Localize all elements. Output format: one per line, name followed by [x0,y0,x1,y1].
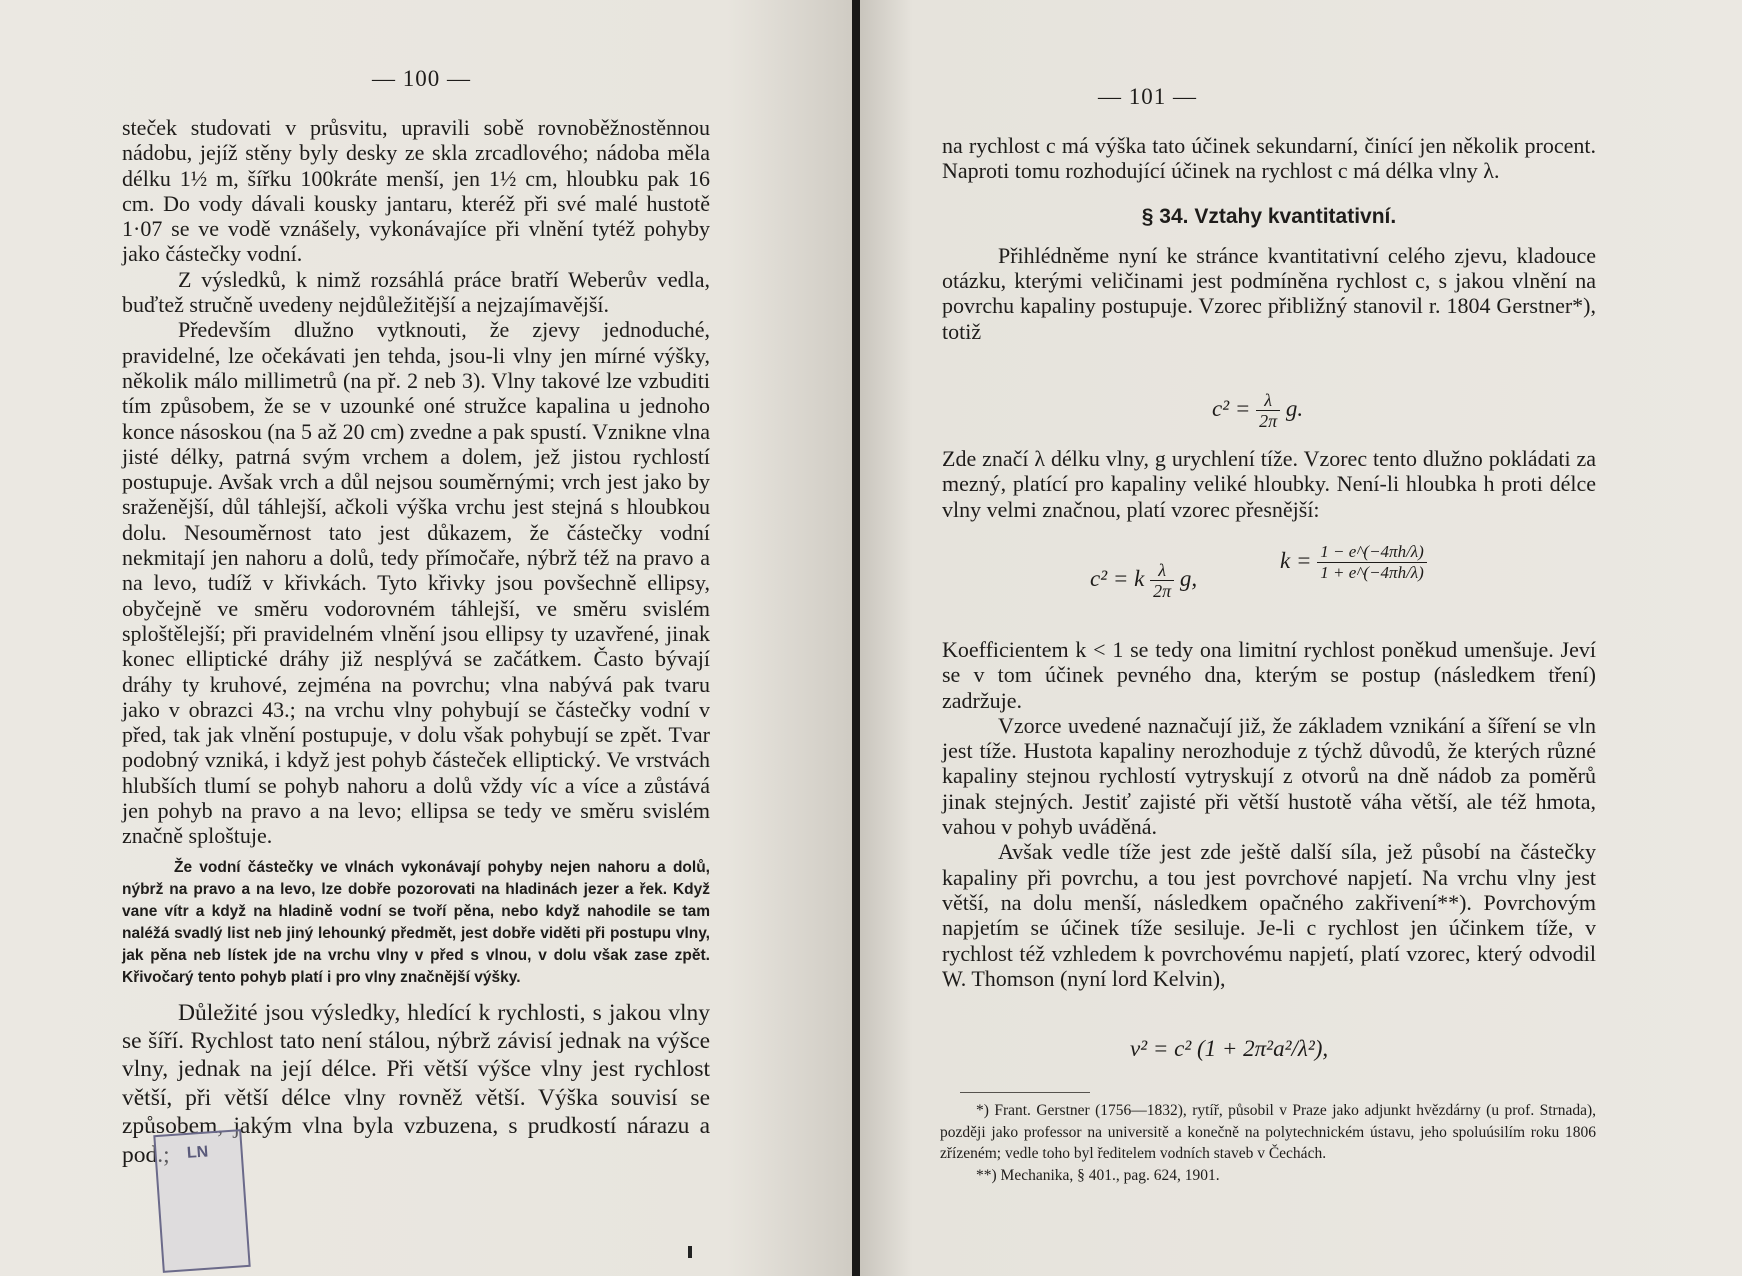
right-body-lower [942,637,1596,991]
paragraph: Avšak vedle tíže jest zde ještě další síla, jež působí na částečky kapaliny při povrchu, a tou jest povrchové napjetí. Na vrchu vlny jest větší, na dolu menší, následkem opačného zakřivení**). Povrchovým napjetím se účinek tíže sesiluje. Je-li c rychlost jen účinkem tíže, v rychlost též vzhledem k povrchovému napjetí, platí vzorec, který odvodil W. Thomson (nyní lord Kelvin), [942,839,1596,991]
left-page [0,0,855,1276]
stamp-text: LN [186,1143,209,1162]
paragraph: Koefficientem k < 1 se tedy ona limitní rychlost poněkud umenšuje. Jeví se v tom účinek pevného dna, kterým se postup (následkem tření) zadržuje. [942,637,1596,713]
left-body [122,115,710,1169]
formula-thomson: v² = c² (1 + 2π²a²/λ²), [1130,1036,1329,1061]
paragraph: Vzorce uvedené naznačují již, že základem vznikání a šíření se vln jest tíže. Hustota kapaliny nerozhoduje z týchž důvodů, že kterých různé kapaliny stejnou rychlostí vytryskují z otvorů na dně nádob za poměrů jinak stejných. Jestiť zajisté při větší hustotě váha větší, ale též hmota, vahou v pohyb uváděná. [942,712,1596,840]
formula-lhs: c² = [1212,395,1251,421]
small-print-note: Že vodní částečky ve vlnách vykonávají pohyby nejen nahoru a dolů, nýbrž na pravo a na levo, lze dobře pozorovati na hladinách jezer a řek. Když vane vítr a když na hladině vodní se tvoří pěna, nebo když nahodile se tam naléžá svadlý list neb jiný lehounký předmět, jest dobře viděti při postupu vlny, jak pěna neb lístek jde na vrchu vlny v před s vlnou, v dolu však zase zpět. Křivočarý tento pohyb platí i pro vlny značnější výšky. [122,858,710,986]
footnote: *) Frant. Gerstner (1756—1832), rytíř, působil v Praze jako adjunkt hvězdárny (u prof. Strnada), později jako professor na universitě a konečně na polytechnickém ústavu, jeho spoluúsilím roku 1806 zřízeném; vedle toho byl ředitelem vodních staveb v Čechách. [940,1102,1596,1162]
library-stamp [153,1129,250,1273]
formula-depth: c² = k $\frac{\lambda}{2\pi}$ g, [1090,560,1198,601]
paragraph: Důležité jsou výsledky, hledící k rychlosti, s jakou vlny se šíří. Rychlost tato není stálou, nýbrž závisí jednak na výšce vlny, jednak na její délce. Při větší výšce vlny jest rychlost větší, při větší délce vlny rovněž větší. Výška souvisí se způsobem, jakým vlna byla vzbuzena, s prudkostí nárazu a pod.; [122,999,710,1168]
formula-gerstner: c² = $\frac{\lambda}{2\pi}$ g. [1212,390,1304,431]
footnote: **) Mechanika, § 401., pag. 624, 1901. [976,1166,1220,1184]
paragraph: Především dlužno vytknouti, že zjevy jednoduché, pravidelné, lze očekávati jen tehda, jsou-li vlny jen mírné výšky, několik málo millimetrů (na př. 2 neb 3). Vlny takové lze vzbuditi tím způsobem, že se v uzounké oné stružce kapalina u jednoho konce násoskou (na 5 až 20 cm) zvedne a pak spustí. Vznikne vlna jisté délky, patrná svým vrchem a dolem, jež jistou rychlostí postupuje. Avšak vrch a důl nejsou souměrnými; vrch jest jako by sraženější, důl táhlejší, ačkoli výška vrchu jest stejná s hloubkou dolu. Nesouměrnost tato jest důkazem, že částečky vodní nekmitají jen nahoru a dolů, tedy přímočaře, nýbrž též na pravo a na levo, tudíž v křivkách. Tyto křivky jsou povšechně ellipsy, obyčejně ve směru vodorovném táhlejší, ve směru svislém sploštělejší; při pravidelném vlnění jsou ellipsy ty uzavřené, jinak konec elliptické dráhy již nesplývá se začátkem. Často bývají dráhy ty kruhové, zejména na povrchu; vlna nabývá pak tvaru jako v obrazci 43.; na vrchu vlny pohybují se částečky vodní v před, tak jak vlnění postupuje, v dolu však pohybují se zpět. Tvar podobný vzniká, i když jest pohyb částeček elliptický. Ve vrstvách hlubších tlumí se pohyb nahoru a dolů vždy víc a více a zůstává jen pohyb na pravo a na levo; ellipsa se tedy ve směru svislém značně sploštuje. [122,317,710,849]
ink-mark [688,1246,692,1258]
right-page [860,0,1742,1276]
paragraph: na rychlost c má výška tato účinek sekundarní, činící jen několik procent. Naproti tomu rozhodující účinek na rychlost c má délka vlny λ. [942,133,1596,184]
fraction: $\frac{\lambda}{2\pi}$ [1256,390,1280,431]
right-body-top [942,133,1596,344]
footnotes [940,1100,1596,1186]
footnote-rule [960,1092,1090,1093]
section-heading: § 34. Vztahy kvantitativní. [1141,204,1397,228]
paragraph: Přihlédněme nyní ke stránce kvantitativní celého zjevu, kladouce otázku, kterými veličinami jest podmíněna rychlost c, s jakou vlnění na povrchu kapaliny postupuje. Vzorec přibližný stanovil r. 1804 Gerstner*), totiž [942,242,1596,344]
right-body-mid [942,446,1596,522]
paragraph: Z výsledků, k nimž rozsáhlá práce bratří Weberův vedla, buďtež stručně uvedeny nejdůležitější a nejzajímavější. [122,266,710,318]
paragraph: steček studovati v průsvitu, upravili sobě rovnoběžnostěnnou nádobu, jejíž stěny byly desky ze skla zrcadlového; nádoba měla délku 1½ m, šířku 100kráte menší, jen 1½ cm, hloubku pak 16 cm. Do vody dávali kousky jantaru, kteréž při své malé hustotě 1·07 se ve vodě vznášely, vykonávajíce při vlnění tytéž pohyby jako částečky vodní. [122,115,710,267]
page-number: — 100 — [372,66,471,91]
paragraph: Zde značí λ délku vlny, g urychlení tíže. Vzorec tento dlužno pokládati za mezný, platící pro kapaliny veliké hloubky. Není-li hloubka h proti délce vlny velmi značnou, platí vzorec přesnější: [942,446,1596,522]
page-number: — 101 — [1098,84,1197,109]
formula-k: k = $\frac{1 - e\^{}(-4\pi h/\lambda)}{1 + e\^{}(-4\pi h/\lambda)}$ [1280,542,1427,583]
